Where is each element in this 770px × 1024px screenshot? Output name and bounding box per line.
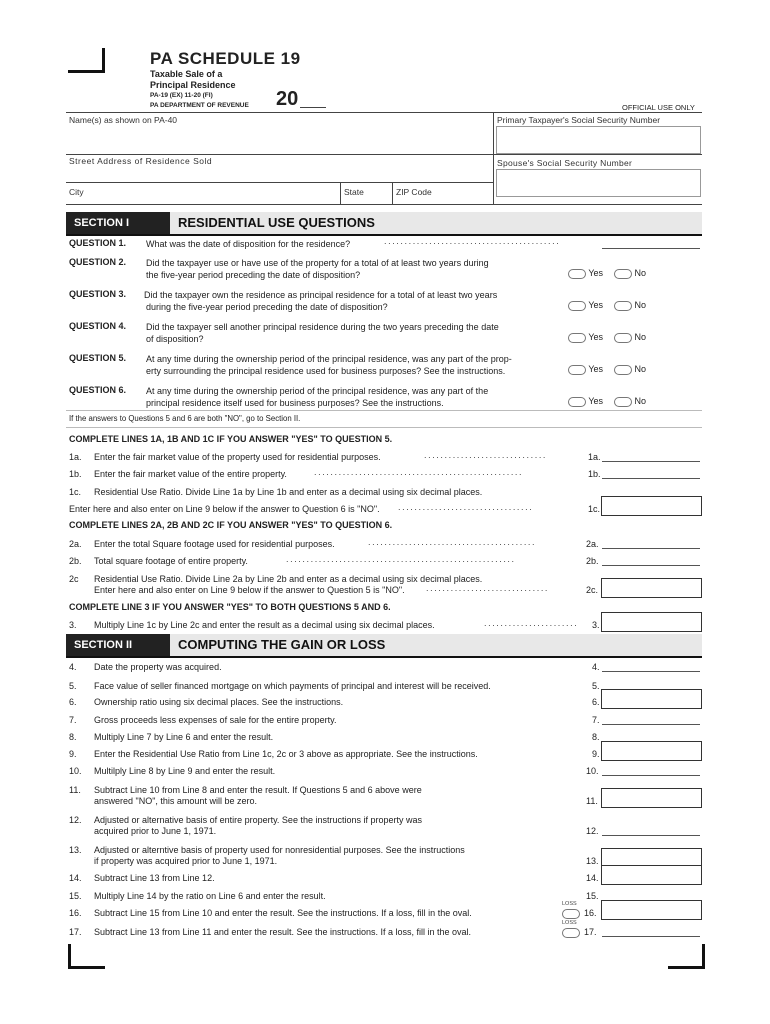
line-11-ref: 11.: [586, 796, 598, 806]
q5-no-oval[interactable]: [614, 365, 632, 375]
line-6-field[interactable]: [601, 689, 702, 709]
form-code: PA-19 (EX) 11-20 (FI): [150, 92, 213, 99]
spouse-ssn-label: Spouse's Social Security Number: [497, 158, 633, 168]
line-1b-text: Enter the fair market value of the entire property.: [94, 469, 287, 479]
section2-title: COMPUTING THE GAIN OR LOSS: [178, 637, 386, 652]
line-2c-text-1: Residential Use Ratio. Divide Line 2a by Line 2b and enter as a decimal using six decimal places.: [94, 574, 483, 584]
q5-text-2: erty surrounding the principal residence used for business purposes? See the instructions.: [146, 366, 506, 376]
line-8-ref: 8.: [592, 732, 600, 742]
note-divider: [66, 410, 702, 411]
no-label: No: [634, 364, 647, 374]
spouse-ssn-field[interactable]: [496, 169, 701, 197]
q4-label: QUESTION 4.: [69, 321, 127, 331]
no-label: No: [634, 332, 647, 342]
line-17-loss-oval[interactable]: [562, 928, 580, 938]
line-3-number: 3.: [69, 620, 77, 630]
line-11-number: 11.: [69, 785, 81, 795]
line-17-ref: 17.: [584, 927, 597, 937]
section2-tag: SECTION II: [66, 634, 170, 656]
q3-no-option[interactable]: [614, 300, 646, 311]
line-10-field[interactable]: [602, 775, 700, 776]
section1-header: [66, 212, 702, 236]
q4-no-oval[interactable]: [614, 333, 632, 343]
state-zip-divider: [392, 182, 393, 204]
line-10-ref: 10.: [586, 766, 599, 776]
line-4-text: Date the property was acquired.: [94, 662, 222, 672]
q5-label: QUESTION 5.: [69, 353, 127, 363]
line-4-number: 4.: [69, 662, 77, 672]
line-4-field[interactable]: [602, 671, 700, 672]
state-label: State: [344, 187, 364, 197]
q2-yes-oval[interactable]: [568, 269, 586, 279]
form-title: PA SCHEDULE 19: [150, 49, 301, 68]
line-2b-number: 2b.: [69, 556, 82, 566]
tax-year-prefix: 20: [276, 88, 299, 110]
section1-title: RESIDENTIAL USE QUESTIONS: [178, 215, 375, 230]
line-14-field[interactable]: [601, 865, 702, 885]
line-9-ref: 9.: [592, 749, 600, 759]
q4-no-option[interactable]: [614, 332, 646, 343]
yes-label: Yes: [588, 396, 604, 406]
line-1a-dots: ..............................: [424, 450, 548, 460]
q3-yes-option[interactable]: [568, 300, 603, 311]
line-2a-dots: .........................................: [368, 537, 537, 547]
note-divider-bottom: [66, 427, 702, 428]
line-13-number: 13.: [69, 845, 82, 855]
line-3-text: Multiply Line 1c by Line 2c and enter the result as a decimal using six decimal places.: [94, 620, 435, 630]
grid-bottom-line: [66, 204, 702, 205]
line-11-text: Subtract Line 10 from Line 8 and enter the result. If Questions 5 and 6 above were: [94, 785, 422, 795]
loss-label: LOSS: [562, 901, 577, 907]
line-16-field[interactable]: [601, 900, 702, 920]
line-12-number: 12.: [69, 815, 82, 825]
line-3-field[interactable]: [601, 612, 702, 632]
section1-tag: SECTION I: [66, 212, 170, 234]
line-14-number: 14.: [69, 873, 82, 883]
line-7-number: 7.: [69, 715, 77, 725]
line-1b-dots: ...................................................: [314, 467, 524, 477]
q5-yes-oval[interactable]: [568, 365, 586, 375]
q6-yes-option[interactable]: [568, 396, 603, 407]
line-6-number: 6.: [69, 697, 77, 707]
q3-label: QUESTION 3.: [69, 289, 127, 299]
line-4-ref: 4.: [592, 662, 600, 672]
line-2a-ref: 2a.: [586, 539, 599, 549]
line-2c-number: 2c: [69, 574, 79, 584]
no-label: No: [634, 300, 647, 310]
no-label: No: [634, 268, 647, 278]
grid-top-line: [66, 112, 702, 113]
street-label: Street Address of Residence Sold: [69, 156, 213, 166]
primary-ssn-field[interactable]: [496, 126, 701, 154]
line-16-ref: 16.: [584, 908, 597, 918]
line-1b-field[interactable]: [602, 478, 700, 479]
q1-dots: ...........................................: [384, 236, 561, 246]
q6-text-1: At any time during the ownership period of the principal residence, was any part of the: [146, 386, 489, 396]
q1-label: QUESTION 1.: [69, 238, 127, 248]
q2-label: QUESTION 2.: [69, 257, 127, 267]
line-2b-text: Total square footage of entire property.: [94, 556, 248, 566]
line-1b-number: 1b.: [69, 469, 82, 479]
corner-mark-bottom-right: [668, 944, 705, 969]
q6-label: QUESTION 6.: [69, 385, 127, 395]
q3-yes-oval[interactable]: [568, 301, 586, 311]
line-2a-text: Enter the total Square footage used for residential purposes.: [94, 539, 335, 549]
line-1c-text: Residential Use Ratio. Divide Line 1a by Line 1b and enter as a decimal using six decimal places.: [94, 487, 483, 497]
q2-text-1: Did the taxpayer use or have use of the property for a total of at least two years during: [146, 258, 489, 268]
q6-no-oval[interactable]: [614, 397, 632, 407]
line-12-ref: 12.: [586, 826, 599, 836]
line-2c-text-2: Enter here and also enter on Line 9 below if the answer to Question 5 is "NO".: [94, 585, 405, 595]
line-17-text: Subtract Line 13 from Line 11 and enter the result. See the instructions. If a loss, fill in the oval.: [94, 927, 472, 937]
line-1b-ref: 1b.: [588, 469, 601, 479]
q5-text-1: At any time during the ownership period of the principal residence, was any part of the prop-: [146, 354, 512, 364]
line-12-text: Adjusted or alternative basis of entire property. See the instructions if property was: [94, 815, 422, 825]
city-state-divider: [340, 182, 341, 204]
yes-label: Yes: [588, 268, 604, 278]
line-1c-ref: 1c.: [588, 504, 601, 514]
line-6-text: Ownership ratio using six decimal places. See the instructions.: [94, 697, 344, 707]
line-15-text: Multiply Line 14 by the ratio on Line 6 and enter the result.: [94, 891, 326, 901]
section1-note: If the answers to Questions 5 and 6 are both "NO", go to Section II.: [69, 414, 301, 423]
line-2b-dots: ........................................................: [286, 554, 516, 564]
section1-head-2: COMPLETE LINES 2A, 2B AND 2C IF YOU ANSWER "YES" TO QUESTION 6.: [69, 520, 393, 530]
line-14-ref: 14.: [586, 873, 599, 883]
line-15-ref: 15.: [586, 891, 599, 901]
section1-head-1: COMPLETE LINES 1A, 1B AND 1C IF YOU ANSWER "YES" TO QUESTION 5.: [69, 434, 393, 444]
line-11-text-2: answered "NO", this amount will be zero.: [94, 796, 257, 806]
section2-header: [66, 634, 702, 658]
yes-label: Yes: [588, 364, 604, 374]
line-1a-text: Enter the fair market value of the property used for residential purposes.: [94, 452, 381, 462]
corner-mark-bottom-left: [68, 944, 105, 969]
grid-line-3: [66, 182, 493, 183]
grid-line-2: [66, 154, 702, 155]
corner-mark-top-left: [68, 48, 105, 73]
line-9-text: Enter the Residential Use Ratio from Line 1c, 2c or 3 above as appropriate. See the instructions.: [94, 749, 478, 759]
line-2a-field[interactable]: [602, 548, 700, 549]
line-16-loss-oval[interactable]: [562, 909, 580, 919]
no-label: No: [634, 396, 647, 406]
q6-no-option[interactable]: [614, 396, 646, 407]
zip-label: ZIP Code: [396, 187, 432, 197]
line-17-number: 17.: [69, 927, 82, 937]
line-3-ref: 3.: [592, 620, 600, 630]
tax-year-field[interactable]: [300, 107, 326, 108]
line-9-field[interactable]: [601, 741, 702, 761]
q5-no-option[interactable]: [614, 364, 646, 375]
q6-yes-oval[interactable]: [568, 397, 586, 407]
line-13-ref: 13.: [586, 856, 599, 866]
line-7-ref: 7.: [592, 715, 600, 725]
line-1c-text-2: Enter here and also enter on Line 9 below if the answer to Question 6 is "NO".: [69, 504, 380, 514]
line-10-text: Multilply Line 8 by Line 9 and enter the result.: [94, 766, 276, 776]
line-5-number: 5.: [69, 681, 77, 691]
q3-text-1: Did the taxpayer own the residence as principal residence for a total of at least two years: [144, 290, 498, 300]
section1-head-3: COMPLETE LINE 3 IF YOU ANSWER "YES" TO BOTH QUESTIONS 5 AND 6.: [69, 602, 391, 612]
line-14-text: Subtract Line 13 from Line 12.: [94, 873, 215, 883]
department: PA DEPARTMENT OF REVENUE: [150, 102, 249, 109]
line-2b-field[interactable]: [602, 565, 700, 566]
line-11-field[interactable]: [601, 788, 702, 808]
line-1c-field[interactable]: [601, 496, 702, 516]
line-7-text: Gross proceeds less expenses of sale for the entire property.: [94, 715, 337, 725]
q1-answer-line[interactable]: [602, 248, 700, 249]
grid-divider: [493, 112, 494, 204]
line-13-text: Adjusted or alterntive basis of property used for nonresidential purposes. See the instructions: [94, 845, 465, 855]
line-2c-dots: ..............................: [426, 583, 550, 593]
line-9-number: 9.: [69, 749, 77, 759]
line-2c-field[interactable]: [601, 578, 702, 598]
q2-no-option[interactable]: [614, 268, 646, 279]
line-17-field[interactable]: [602, 936, 700, 937]
line-16-number: 16.: [69, 908, 82, 918]
q4-yes-oval[interactable]: [568, 333, 586, 343]
line-2a-number: 2a.: [69, 539, 82, 549]
q3-no-oval[interactable]: [614, 301, 632, 311]
line-1c-dots: .................................: [398, 502, 534, 512]
q3-text-2: during the five-year period preceding the date of disposition?: [146, 302, 388, 312]
line-1a-ref: 1a.: [588, 452, 601, 462]
line-8-number: 8.: [69, 732, 77, 742]
form-subtitle-2: Principal Residence: [150, 80, 236, 90]
line-2c-ref: 2c.: [586, 585, 599, 595]
q6-text-2: principal residence itself used for business purposes? See the instructions.: [146, 398, 444, 408]
q5-yes-option[interactable]: [568, 364, 603, 375]
line-1a-number: 1a.: [69, 452, 82, 462]
q1-text: What was the date of disposition for the residence?: [146, 239, 351, 249]
loss-label: LOSS: [562, 920, 577, 926]
yes-label: Yes: [588, 332, 604, 342]
q4-yes-option[interactable]: [568, 332, 603, 343]
q2-yes-option[interactable]: [568, 268, 603, 279]
q4-text-2: of disposition?: [146, 334, 204, 344]
city-label: City: [69, 187, 84, 197]
names-label: Name(s) as shown on PA-40: [69, 115, 178, 125]
q4-text-1: Did the taxpayer sell another principal residence during the two years preceding the date: [146, 322, 499, 332]
line-13-text-2: if property was acquired prior to June 1, 1971.: [94, 856, 278, 866]
line-1a-field[interactable]: [602, 461, 700, 462]
line-8-text: Multiply Line 7 by Line 6 and enter the result.: [94, 732, 274, 742]
line-10-number: 10.: [69, 766, 82, 776]
official-use-label: OFFICIAL USE ONLY: [622, 103, 695, 112]
yes-label: Yes: [588, 300, 604, 310]
line-16-text: Subtract Line 15 from Line 10 and enter the result. See the instructions. If a loss, fill in the oval.: [94, 908, 472, 918]
line-6-ref: 6.: [592, 697, 600, 707]
line-2b-ref: 2b.: [586, 556, 599, 566]
line-12-field[interactable]: [602, 835, 700, 836]
line-3-dots: .......................: [484, 618, 579, 628]
q2-no-oval[interactable]: [614, 269, 632, 279]
line-1c-number: 1c.: [69, 487, 82, 497]
line-5-text: Face value of seller financed mortgage on which payments of principal and interest will be received.: [94, 681, 491, 691]
line-7-field[interactable]: [602, 724, 700, 725]
primary-ssn-label: Primary Taxpayer's Social Security Number: [497, 115, 661, 125]
line-12-text-2: acquired prior to June 1, 1971.: [94, 826, 217, 836]
line-15-number: 15.: [69, 891, 82, 901]
line-5-ref: 5.: [592, 681, 600, 691]
q2-text-2: the five-year period preceding the date of disposition?: [146, 270, 361, 280]
form-subtitle-1: Taxable Sale of a: [150, 69, 223, 79]
